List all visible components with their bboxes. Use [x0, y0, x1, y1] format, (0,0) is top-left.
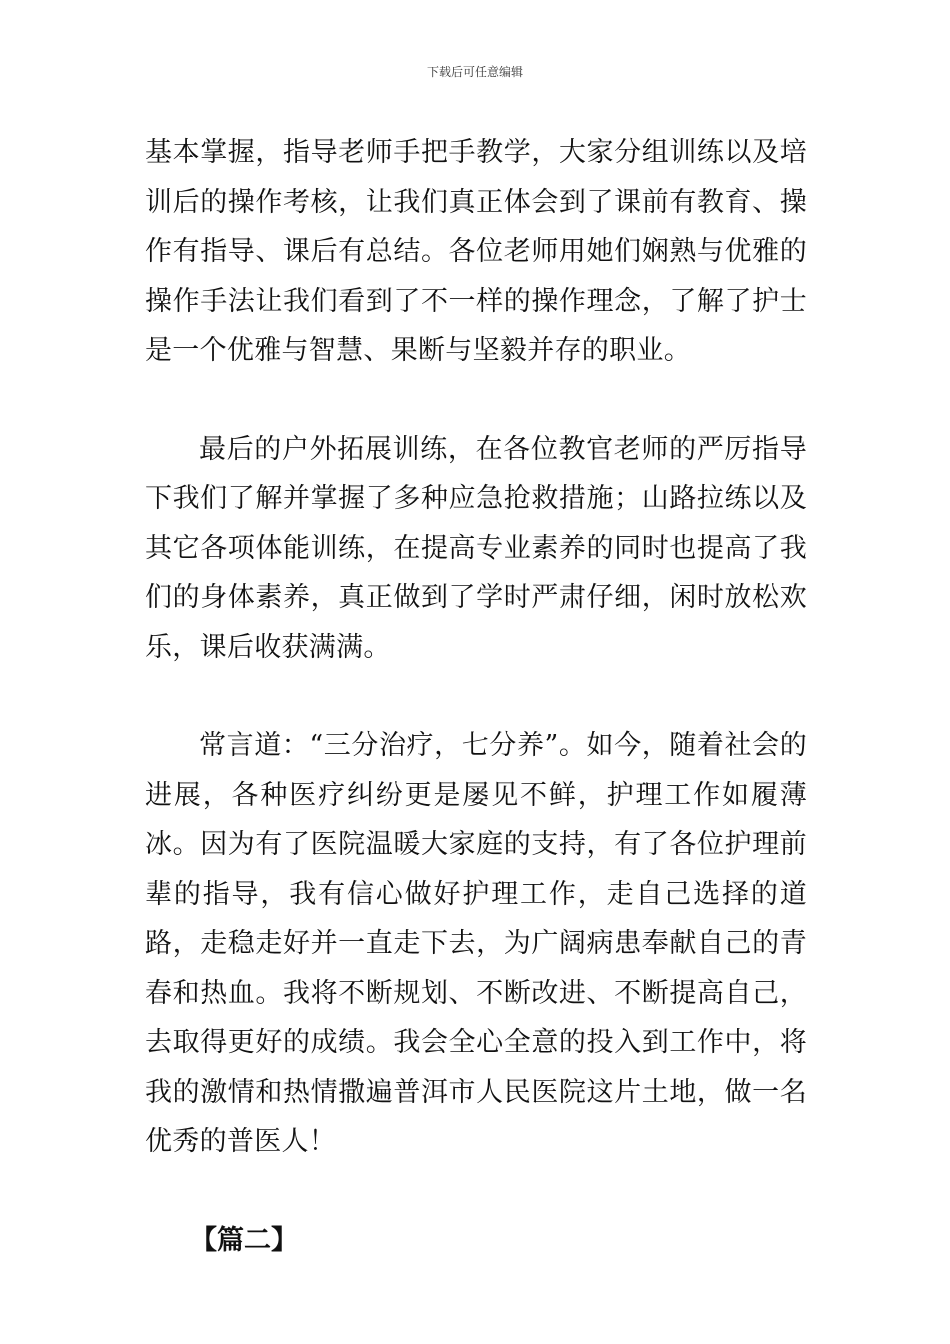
section-title: 【篇二】	[190, 1224, 298, 1256]
paragraph-2: 最后的户外拓展训练，在各位教官老师的严厉指导下我们了解并掌握了多种应急抢救措施；山路拉练以及其它各项体能训练，在提高专业素养的同时也提高了我们的身体素养，真正做到了学时严肃仔细，闲时放松欢乐，课后收获满满。	[145, 433, 807, 663]
paragraph-1: 基本掌握，指导老师手把手教学，大家分组训练以及培训后的操作考核，让我们真正体会到了课前有教育、操作有指导、课后有总结。各位老师用她们娴熟与优雅的操作手法让我们看到了不一样的操作理念，了解了护士是一个优雅与智慧、果断与坚毅并存的职业。	[145, 137, 807, 366]
paragraph-gap	[145, 376, 807, 425]
paragraph-gap	[145, 1167, 807, 1216]
paragraph-gap	[145, 672, 807, 721]
paragraph-3: 常言道：“三分治疗，七分养”。如今，随着社会的进展，各种医疗纠纷更是屡见不鲜，护理工作如履薄冰。因为有了医院温暖大家庭的支持，有了各位护理前辈的指导，我有信心做好护理工作，走自己选择的道路，走稳走好并一直走下去，为广阔病患奉献自己的青春和热血。我将不断规划、不断改进、不断提高自己，去取得更好的成绩。我会全心全意的投入到工作中，将我的激情和热情撒遍普洱市人民医院这片土地，做一名优秀的普医人！	[145, 730, 807, 1157]
page-header: 下载后可任意编辑	[426, 65, 523, 79]
document-body	[145, 128, 807, 1265]
